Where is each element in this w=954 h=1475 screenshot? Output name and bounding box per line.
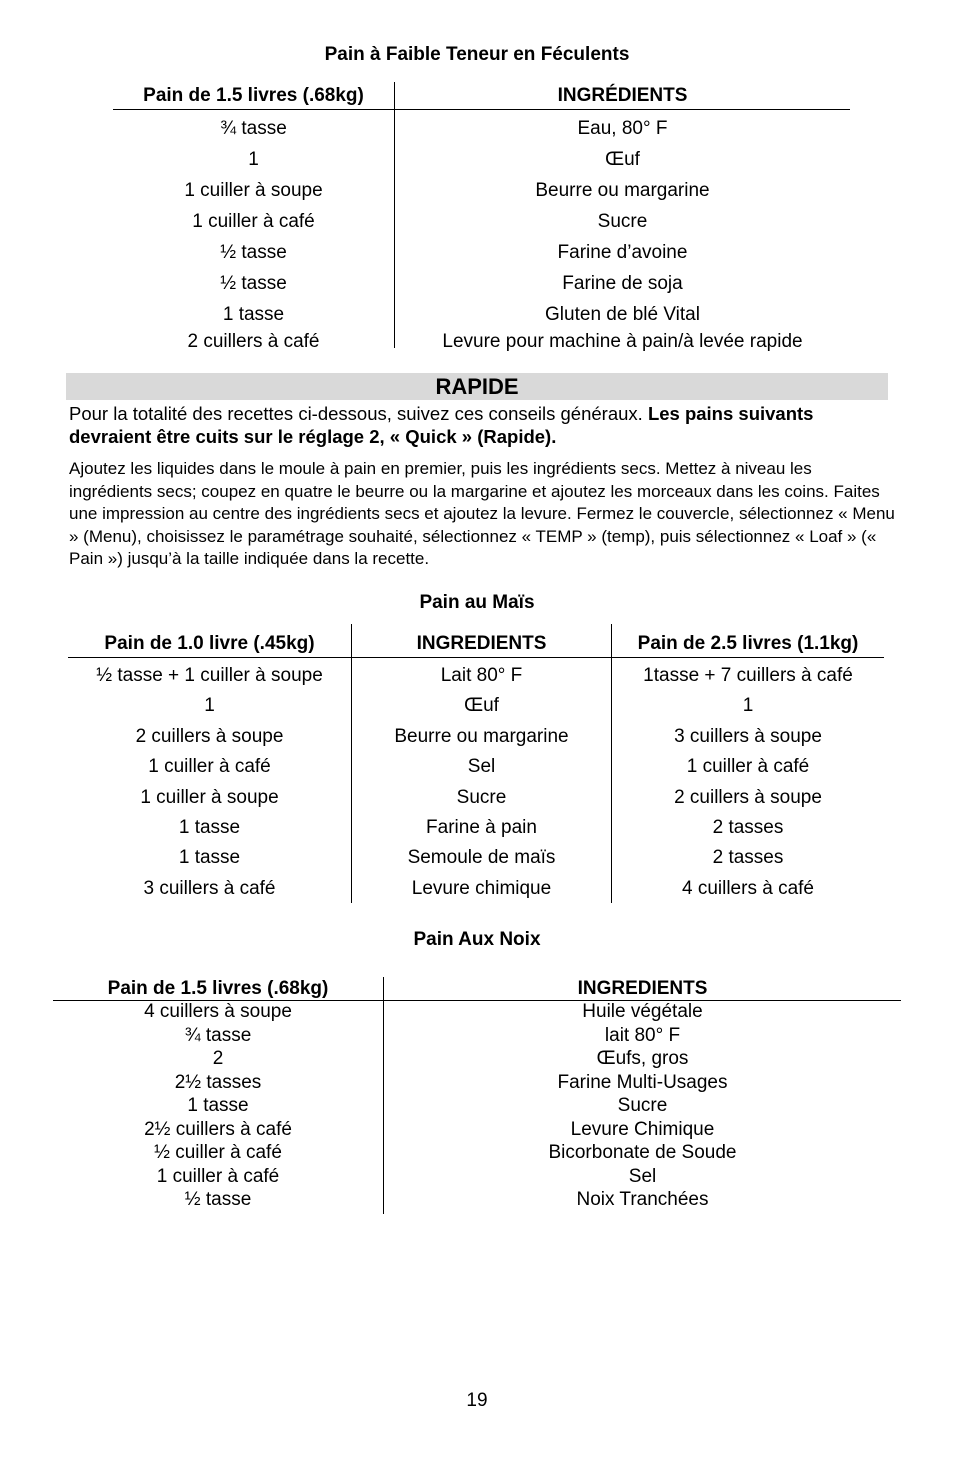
low-starch-header-size: Pain de 1.5 livres (.68kg) <box>143 85 364 106</box>
low-starch-ingredient-cell: Œuf <box>605 149 640 170</box>
corn-large-rows <box>612 657 884 904</box>
corn-large-cell: 2 tasses <box>712 816 784 838</box>
nut-header-size: Pain de 1.5 livres (.68kg) <box>107 978 329 999</box>
page-number: 19 <box>466 1390 488 1411</box>
corn-small-cell: 3 cuillers à café <box>143 877 276 899</box>
nut-size-cell: 2½ tasses <box>174 1071 262 1093</box>
rapide-intro <box>69 402 899 448</box>
low-starch-col-ingredient <box>395 82 850 353</box>
low-starch-ingredient-cell: Farine d’avoine <box>557 242 688 263</box>
corn-small-cell: 1 tasse <box>178 816 241 838</box>
nut-divider <box>383 977 384 1214</box>
low-starch-size-cell: 1 tasse <box>222 304 285 325</box>
corn-col-small <box>68 630 351 904</box>
low-starch-divider <box>394 82 395 348</box>
corn-table <box>68 630 884 903</box>
nut-size-cell: ¾ tasse <box>184 1024 252 1046</box>
corn-large-cell: 1tasse + 7 cuillers à café <box>643 665 853 686</box>
corn-small-rows <box>68 657 351 904</box>
nut-header-ingredient: INGREDIENTS <box>577 978 708 999</box>
corn-divider-2 <box>611 624 612 903</box>
corn-large-cell: 2 cuillers à soupe <box>674 786 822 808</box>
corn-small-cell: 1 tasse <box>178 847 241 869</box>
corn-header-large: Pain de 2.5 livres (1.1kg) <box>637 633 859 654</box>
low-starch-col-size <box>113 82 394 353</box>
low-starch-ingredient-cell: Farine de soja <box>562 273 683 294</box>
nut-ingredient-cell: lait 80° F <box>604 1024 681 1046</box>
corn-small-cell: 1 cuiller à soupe <box>140 786 279 808</box>
nut-ingredient-cell: Sel <box>628 1165 657 1187</box>
low-starch-header-ingredient: INGRÉDIENTS <box>557 85 688 106</box>
corn-ingredient-cell: Beurre ou margarine <box>394 725 569 747</box>
corn-large-cell: 3 cuillers à soupe <box>674 725 822 747</box>
low-starch-ingredient-cell: Beurre ou margarine <box>535 180 710 201</box>
corn-header-small: Pain de 1.0 livre (.45kg) <box>104 633 315 654</box>
nut-ingredient-cell: Sucre <box>617 1095 668 1116</box>
low-starch-table <box>113 82 850 352</box>
rapide-instructions: Ajoutez les liquides dans le moule à pain en premier, puis les ingrédients secs. Mettez à niveau les ingrédients secs; coupez en quatre le beurre ou la margarine et ajoutez les morceaux dans les coins. Faites une impression au centre des ingrédients secs et ajoutez la levure. Fermez le couvercle, sélectionnez « Menu » (Menu), choisissez le paramétrage souhaité, sélectionnez « TEMP » (temp), puis sélectionnez « Loaf » (« Pain ») jusqu’à la taille indiquée dans la recette. <box>69 459 895 568</box>
nut-ingredient-cell: Noix Tranchées <box>576 1189 709 1210</box>
nut-size-cell: 1 tasse <box>187 1095 249 1116</box>
corn-title: Pain au Maïs <box>419 592 535 613</box>
corn-divider-1 <box>351 624 352 903</box>
rapide-heading: RAPIDE <box>66 373 888 400</box>
nut-ingredient-rows <box>384 1000 901 1212</box>
rapide-intro-normal: Pour la totalité des recettes ci-dessous, suivez ces conseils généraux. <box>69 403 648 424</box>
nut-ingredient-cell: Levure Chimique <box>570 1118 715 1140</box>
nut-size-cell: 1 cuiller à café <box>156 1165 280 1187</box>
corn-ingredient-cell: Sucre <box>456 786 507 808</box>
low-starch-ingredient-cell: Sucre <box>597 211 648 232</box>
rapide-intro-bold: Les pains suivants devraient être cuits sur le réglage 2, « Quick » (Rapide). <box>69 403 814 447</box>
nut-table <box>53 977 901 1214</box>
low-starch-size-cell: 2 cuillers à café <box>187 331 320 352</box>
nut-ingredient-cell: Œufs, gros <box>596 1048 689 1069</box>
nut-size-rows <box>53 1000 383 1212</box>
nut-size-cell: 4 cuillers à soupe <box>144 1001 292 1022</box>
nut-ingredient-cell: Bicorbonate de Soude <box>548 1142 737 1163</box>
low-starch-size-cell: 1 <box>248 149 259 170</box>
nut-col-ingredient <box>384 977 901 1212</box>
corn-ingredient-cell: Lait 80° F <box>440 665 523 686</box>
low-starch-size-cell: ½ tasse <box>220 273 287 294</box>
low-starch-ingredient-rows <box>395 109 850 353</box>
low-starch-ingredient-cell: Eau, 80° F <box>577 118 668 139</box>
nut-title: Pain Aux Noix <box>413 929 541 950</box>
corn-large-cell: 1 <box>742 695 754 717</box>
nut-size-cell: ½ cuiller à café <box>154 1142 282 1163</box>
nut-col-size <box>53 977 383 1212</box>
low-starch-ingredient-cell: Gluten de blé Vital <box>545 304 700 325</box>
corn-ingredient-cell: Œuf <box>464 695 499 717</box>
nut-size-cell: 2 <box>212 1048 224 1069</box>
low-starch-size-rows <box>113 109 394 353</box>
nut-ingredient-cell: Farine Multi-Usages <box>557 1071 728 1093</box>
corn-header-rule <box>68 657 884 658</box>
corn-ingredient-cell: Semoule de maïs <box>407 847 556 869</box>
low-starch-title: Pain à Faible Teneur en Féculents <box>324 44 630 65</box>
corn-ingredient-cell: Sel <box>467 756 496 778</box>
corn-header-ingredient: INGREDIENTS <box>416 633 547 654</box>
corn-large-cell: 1 cuiller à café <box>686 756 810 778</box>
nut-header-rule <box>53 1000 901 1001</box>
corn-small-cell: 1 <box>204 695 215 717</box>
corn-small-cell: 1 cuiller à café <box>148 756 271 778</box>
corn-small-cell: ½ tasse + 1 cuiller à soupe <box>96 665 323 686</box>
low-starch-header-rule <box>113 109 850 110</box>
nut-size-cell: ½ tasse <box>184 1189 252 1210</box>
low-starch-size-cell: 1 cuiller à soupe <box>184 180 323 201</box>
low-starch-size-cell: ½ tasse <box>220 242 287 263</box>
nut-size-cell: 2½ cuillers à café <box>144 1118 292 1140</box>
corn-ingredient-cell: Levure chimique <box>411 877 552 899</box>
corn-col-ingredient <box>352 630 611 904</box>
low-starch-ingredient-cell: Levure pour machine à pain/à levée rapide <box>442 331 803 352</box>
low-starch-size-cell: ¾ tasse <box>220 118 287 139</box>
corn-large-cell: 4 cuillers à café <box>681 877 814 899</box>
corn-col-large <box>612 630 884 904</box>
corn-large-cell: 2 tasses <box>712 847 784 869</box>
corn-ingredient-cell: Farine à pain <box>426 816 537 838</box>
corn-ingredient-rows <box>352 657 611 904</box>
nut-ingredient-cell: Huile végétale <box>582 1001 703 1022</box>
low-starch-size-cell: 1 cuiller à café <box>192 211 315 232</box>
corn-small-cell: 2 cuillers à soupe <box>135 725 284 747</box>
